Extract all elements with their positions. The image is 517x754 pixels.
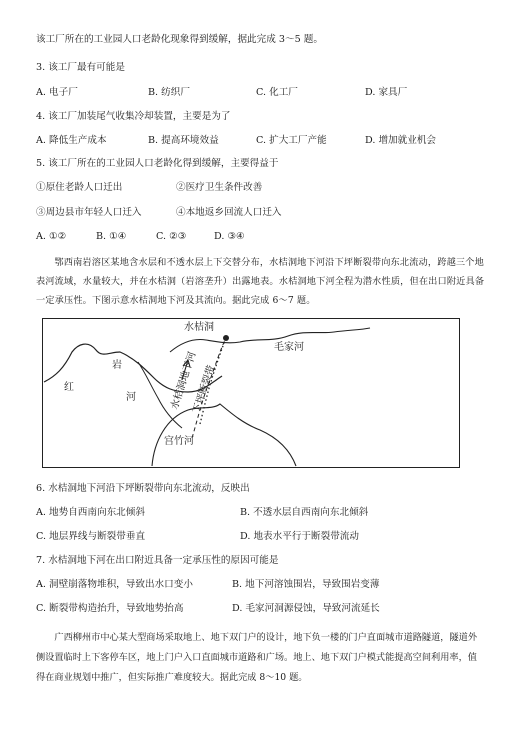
label-gezhuhe: 宫竹河 bbox=[164, 436, 194, 447]
q5-option-a[interactable]: A. ①② bbox=[36, 231, 67, 242]
q5-item-4: ④本地返乡回流人口迁入 bbox=[176, 207, 282, 218]
q6-option-b[interactable]: B. 不透水层自西南向东北倾斜 bbox=[240, 507, 369, 518]
q3-option-a[interactable]: A. 电子厂 bbox=[36, 87, 78, 98]
q7-option-d[interactable]: D. 毛家河洞源侵蚀，导致河流延长 bbox=[232, 603, 380, 614]
intro-continued: 该工厂所在的工业园人口老龄化现象得到缓解，据此完成 3～5 题。 bbox=[36, 34, 323, 45]
q7-option-b[interactable]: B. 地下河溶蚀围岩，导致围岩变薄 bbox=[232, 579, 380, 590]
q7-stem: 7. 水桔洞地下河在出口附近具备一定承压性的原因可能是 bbox=[36, 555, 279, 566]
q6-option-d[interactable]: D. 地表水平行于断裂带流动 bbox=[240, 531, 359, 542]
label-shuijiedong: 水桔洞 bbox=[184, 322, 214, 333]
karst-river-map bbox=[42, 318, 460, 468]
q3-stem: 3. 该工厂最有可能是 bbox=[36, 62, 125, 73]
q6-option-a[interactable]: A. 地势自西南向东北倾斜 bbox=[36, 507, 145, 518]
label-underground-river: 水桔洞地下河 bbox=[169, 350, 199, 411]
label-yan: 岩 bbox=[112, 360, 122, 371]
q5-option-b[interactable]: B. ①④ bbox=[96, 231, 127, 242]
q4-option-d[interactable]: D. 增加就业机会 bbox=[365, 135, 437, 146]
q4-option-a[interactable]: A. 降低生产成本 bbox=[36, 135, 107, 146]
q6-stem: 6. 水桔洞地下河沿下坪断裂带向东北流动，反映出 bbox=[36, 483, 250, 494]
q5-option-c[interactable]: C. ②③ bbox=[156, 231, 187, 242]
q5-item-2: ②医疗卫生条件改善 bbox=[176, 182, 263, 193]
q7-option-a[interactable]: A. 洞壁崩落物堆积，导致出水口变小 bbox=[36, 579, 193, 590]
q5-item-1: ①原住老龄人口迁出 bbox=[36, 182, 123, 193]
q5-option-d[interactable]: D. ③④ bbox=[214, 231, 245, 242]
q4-stem: 4. 该工厂加装尾气收集冷却装置，主要是为了 bbox=[36, 111, 231, 122]
q5-stem: 5. 该工厂所在的工业园人口老龄化得到缓解，主要得益于 bbox=[36, 158, 279, 169]
q4-option-b[interactable]: B. 提高环境效益 bbox=[148, 135, 219, 146]
label-fault: 下坪断裂带 bbox=[191, 363, 218, 415]
label-he: 河 bbox=[126, 392, 136, 403]
shuijiedong-outlet bbox=[223, 335, 229, 341]
q3-option-d[interactable]: D. 家具厂 bbox=[365, 87, 408, 98]
q4-option-c[interactable]: C. 扩大工厂产能 bbox=[256, 135, 327, 146]
q5-item-3: ③周边县市年轻人口迁入 bbox=[36, 207, 142, 218]
q3-option-c[interactable]: C. 化工厂 bbox=[256, 87, 298, 98]
q3-option-b[interactable]: B. 纺织厂 bbox=[148, 87, 190, 98]
passage-karst: 鄂西南岩溶区某地含水层和不透水层上下交替分布，水桔洞地下河沿下坪断裂带向东北流动，跨越三个地表河流域，水量较大，并在水桔洞（岩溶垄升）出露地表。水桔洞地下河全程为潜水性质，但在出口附近具备一定承压性。下图示意水桔洞地下河及其流向。据此完成 6～7 题。 bbox=[36, 257, 485, 306]
q6-option-c[interactable]: C. 地层界线与断裂带垂直 bbox=[36, 531, 146, 542]
label-hong: 红 bbox=[64, 382, 74, 393]
label-maojiahe: 毛家河 bbox=[274, 342, 304, 353]
passage-mall: 广西柳州市中心某大型商场采取地上、地下双门户的设计，地下负一楼的门户直面城市道路隧道，隧道外侧设置临时上下客停车区，地上门户入口直面城市道路和广场。地上、地下双门户模式能提高空间利用率，值得在商业规划中推广，但实际推广难度较大。据此完成 8～10 题。 bbox=[36, 632, 478, 683]
q7-option-c[interactable]: C. 断裂带构造抬升，导致地势抬高 bbox=[36, 603, 184, 614]
